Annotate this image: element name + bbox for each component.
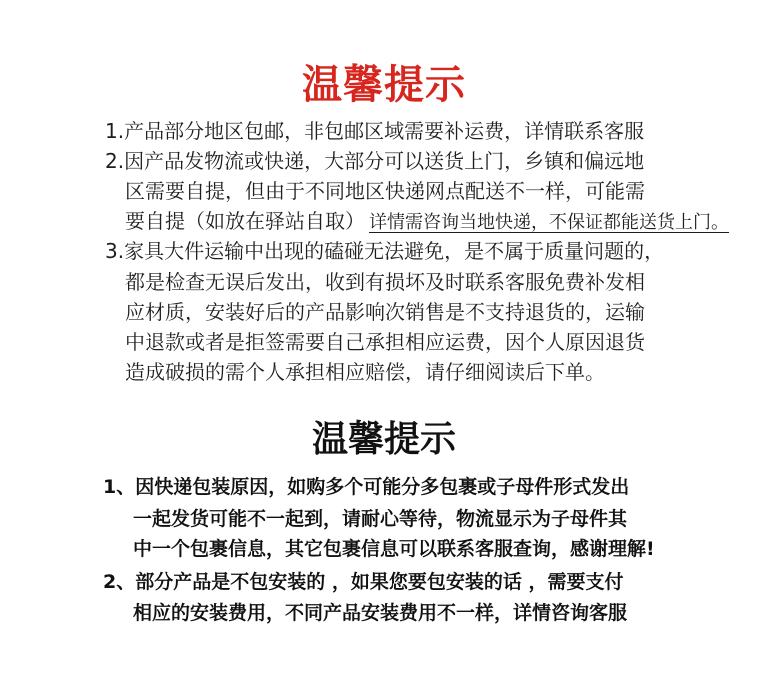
underlined-note: 详情需咨询当地快递，不保证都能送货上门。 — [369, 212, 729, 233]
notice-line-furniture-cont-2: 应材质，安装好后的产品影响次销售是不支持退货的，运输 — [125, 300, 645, 324]
self-pickup-text: 要自提（如放在驿站自取） — [125, 209, 365, 233]
notice-line-installation-cont: 相应的安装费用，不同产品安装费用不一样，详情咨询客服 — [133, 602, 628, 624]
notice-line-packaging: 1、因快递包装原因，如购多个可能分多包裹或子母件形式发出 — [103, 476, 630, 498]
notice-line-packaging-cont-1: 一起发货可能不一起到，请耐心等待，物流显示为子母件其 — [133, 508, 628, 530]
notice-title-black: 温馨提示 — [311, 419, 456, 460]
notice-line-furniture: 3.家具大件运输中出现的磕碰无法避免，是不属于质量问题的， — [105, 239, 665, 263]
notice-line-furniture-cont-3: 中退款或者是拒签需要自己承担相应运费，因个人原因退货 — [125, 330, 645, 354]
notice-line-packaging-cont-2: 中一个包裹信息，其它包裹信息可以联系客服查询，感谢理解! — [133, 538, 655, 560]
notice-line-furniture-cont-1: 都是检查无误后发出，收到有损坏及时联系客服免费补发相 — [125, 270, 645, 294]
notice-line-installation: 2、部分产品是不包安装的 ，如果您要包安装的话 ，需要支付 — [103, 571, 624, 593]
notice-line-free-shipping: 1.产品部分地区包邮，非包邮区域需要补运费，详情联系客服 — [105, 119, 645, 143]
notice-line-furniture-cont-4: 造成破损的需个人承担相应赔偿，请仔细阅读后下单。 — [125, 360, 605, 384]
notice-line-delivery: 2.因产品发物流或快递，大部分可以送货上门，乡镇和偏远地 — [105, 149, 645, 173]
notice-line-self-pickup — [125, 210, 729, 234]
notice-line-delivery-cont: 区需要自提，但由于不同地区快递网点配送不一样，可能需 — [125, 179, 645, 203]
notice-title-red: 温馨提示 — [302, 62, 466, 108]
